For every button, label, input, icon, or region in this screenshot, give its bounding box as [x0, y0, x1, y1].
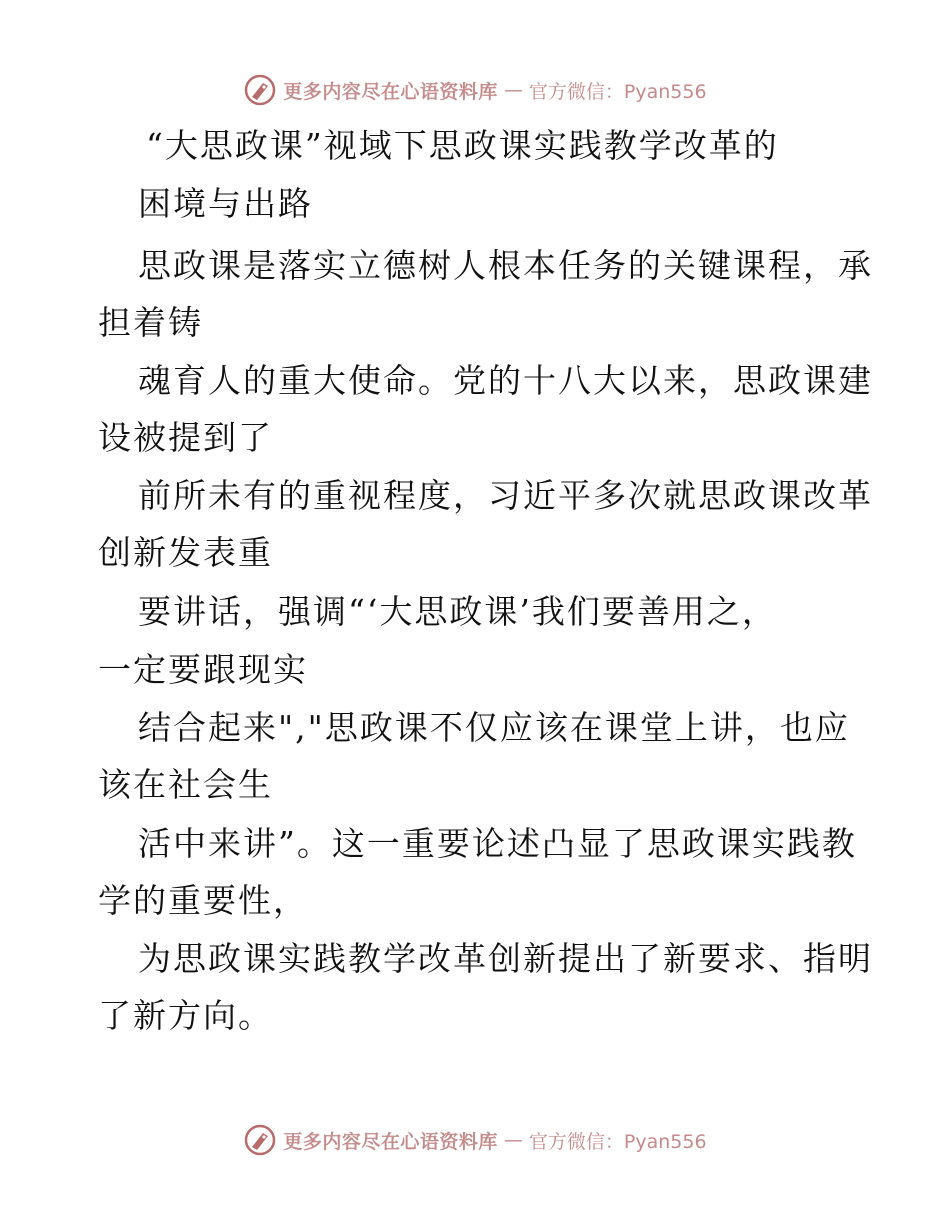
body-line: 担着铸: [98, 303, 203, 342]
pen-nib-circle-icon: [243, 73, 277, 107]
body-line: 该在社会生: [98, 765, 273, 804]
body-line: 思政课是落实立德树人根本任务的关键课程，承: [138, 246, 873, 285]
body-line: 要讲话，强调“‘大思政课’我们要善用之，: [138, 592, 777, 631]
document-title-line-2: 困境与出路: [138, 184, 313, 223]
watermark-brand-text: 更多内容尽在心语资料库: [283, 1130, 498, 1153]
watermark-separator: —: [503, 1129, 523, 1151]
body-line: 创新发表重: [98, 533, 273, 572]
document-title-line-1: “大思政课”视域下思政课实践教学改革的: [146, 126, 779, 165]
body-line: 为思政课实践教学改革创新提出了新要求、指明: [138, 939, 873, 978]
body-line: 设被提到了: [98, 418, 273, 457]
body-line: 魂育人的重大使命。党的十八大以来，思政课建: [138, 361, 873, 400]
body-line: 了新方向。: [98, 996, 273, 1035]
watermark-contact-text: 官方微信：Pyan556: [528, 80, 707, 103]
watermark-brand-text: 更多内容尽在心语资料库: [283, 80, 498, 103]
footer-watermark: [0, 1120, 950, 1160]
body-line: 前所未有的重视程度，习近平多次就思政课改革: [138, 476, 873, 515]
body-line: 活中来讲”。这一重要论述凸显了思政课实践教: [138, 824, 857, 863]
body-line: 学的重要性，: [98, 881, 308, 920]
watermark-separator: —: [503, 79, 523, 101]
header-watermark: [0, 70, 950, 110]
body-line: 结合起来","思政课不仅应该在课堂上讲，也应: [138, 708, 850, 747]
pen-nib-circle-icon: [243, 1123, 277, 1157]
watermark-contact-text: 官方微信：Pyan556: [528, 1130, 707, 1153]
body-line: 一定要跟现实: [98, 650, 308, 689]
